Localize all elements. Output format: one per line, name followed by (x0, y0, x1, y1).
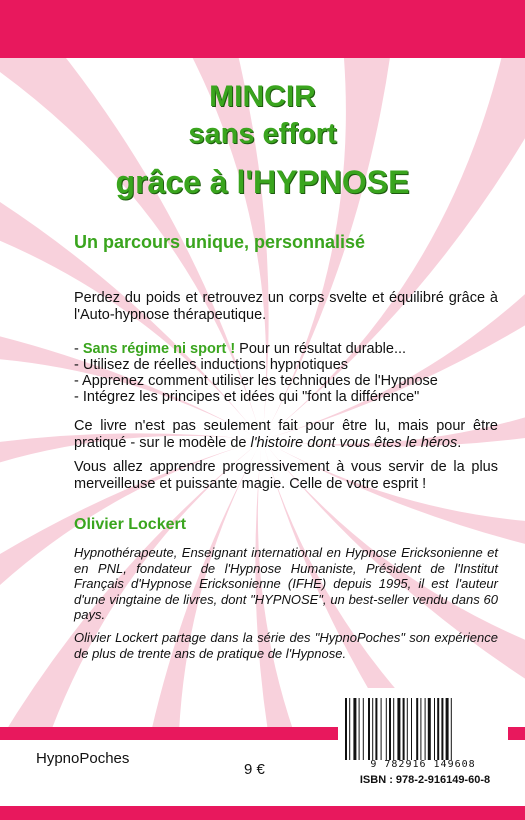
practice-paragraph (74, 418, 498, 452)
barcode-bar (420, 698, 421, 760)
barcode-bar (386, 698, 387, 760)
benefit-item-1 (74, 341, 504, 357)
barcode-digits: 9 782916 149608 (370, 759, 476, 770)
subtitle: Un parcours unique, personnalisé (74, 232, 366, 252)
practice-end: . (457, 435, 462, 451)
barcode-bar (416, 698, 418, 760)
barcode-bar (434, 698, 435, 760)
barcode-bar (437, 698, 439, 760)
barcode-icon (345, 698, 503, 760)
price: 9 € (244, 761, 265, 778)
benefit-item-2: - Utilisez de réelles inductions hypnotiques (74, 357, 349, 373)
barcode-bar (375, 698, 377, 760)
barcode-bar (363, 698, 364, 760)
barcode-bar (428, 698, 431, 760)
benefit-item-4: - Intégrez les principes et idées qui "font la différence" (74, 389, 420, 405)
barcode-bar (349, 698, 350, 760)
benefit-item-3: - Apprenez comment utiliser les techniques de l'Hypnose (74, 373, 438, 389)
barcode-bar (345, 698, 347, 760)
benefit-prefix: - (74, 341, 83, 357)
magic-paragraph: Vous allez apprendre progressivement à vous servir de la plus merveilleuse et puissante magie. Celle de votre esprit ! (74, 459, 498, 492)
barcode-bar (446, 698, 449, 760)
top-color-band (0, 0, 525, 58)
isbn: ISBN : 978-2-916149-60-8 (359, 774, 491, 786)
barcode-bar (359, 698, 360, 760)
barcode-bar (441, 698, 443, 760)
barcode-bar (368, 698, 370, 760)
barcode-bar (407, 698, 408, 760)
barcode-bar (425, 698, 426, 760)
barcode-bar (403, 698, 405, 760)
title-line-3: grâce à l'HYPNOSE (115, 164, 410, 200)
barcode-bar (353, 698, 356, 760)
title-line-1: MINCIR (209, 80, 316, 113)
benefits-list (74, 341, 504, 405)
benefit-highlight: Sans régime ni sport ! (82, 341, 236, 357)
title-line-2: sans effort (188, 118, 337, 150)
author-series-note: Olivier Lockert partage dans la série des "HypnoPoches" son expérience de plus de trente ans de pratique de l'Hypnose. (74, 630, 498, 661)
author-name: Olivier Lockert (74, 516, 187, 533)
practice-text: Ce livre n'est pas seulement fait pour être lu, mais pour être pratiqué - sur le modèle de (74, 418, 498, 451)
practice-italic: l'histoire dont vous êtes le héros (250, 435, 458, 451)
barcode-bar (411, 698, 412, 760)
barcode-bar (393, 698, 394, 760)
barcode-bar (397, 698, 400, 760)
barcode-bar (389, 698, 391, 760)
series-name: HypnoPoches (36, 750, 130, 767)
intro-paragraph: Perdez du poids et retrouvez un corps svelte et équilibré grâce à l'Auto-hypnose thérapeutique. (74, 290, 498, 323)
barcode-bar (451, 698, 452, 760)
barcode-bar (381, 698, 382, 760)
author-bio: Hypnothérapeute, Enseignant international en Hypnose Ericksonienne et en PNL, fondateur de l'Hypnose Humaniste, Président de l'Institut Français d'Hypnose Ericksonienne (IFHE) depuis 1995, il est l'auteur d'une vingtaine de livres, dont "HYPNOSE", un best-seller vendu dans 60 pays. (74, 545, 498, 622)
barcode-bar (372, 698, 373, 760)
benefit-text: Pour un résultat durable... (235, 341, 407, 357)
